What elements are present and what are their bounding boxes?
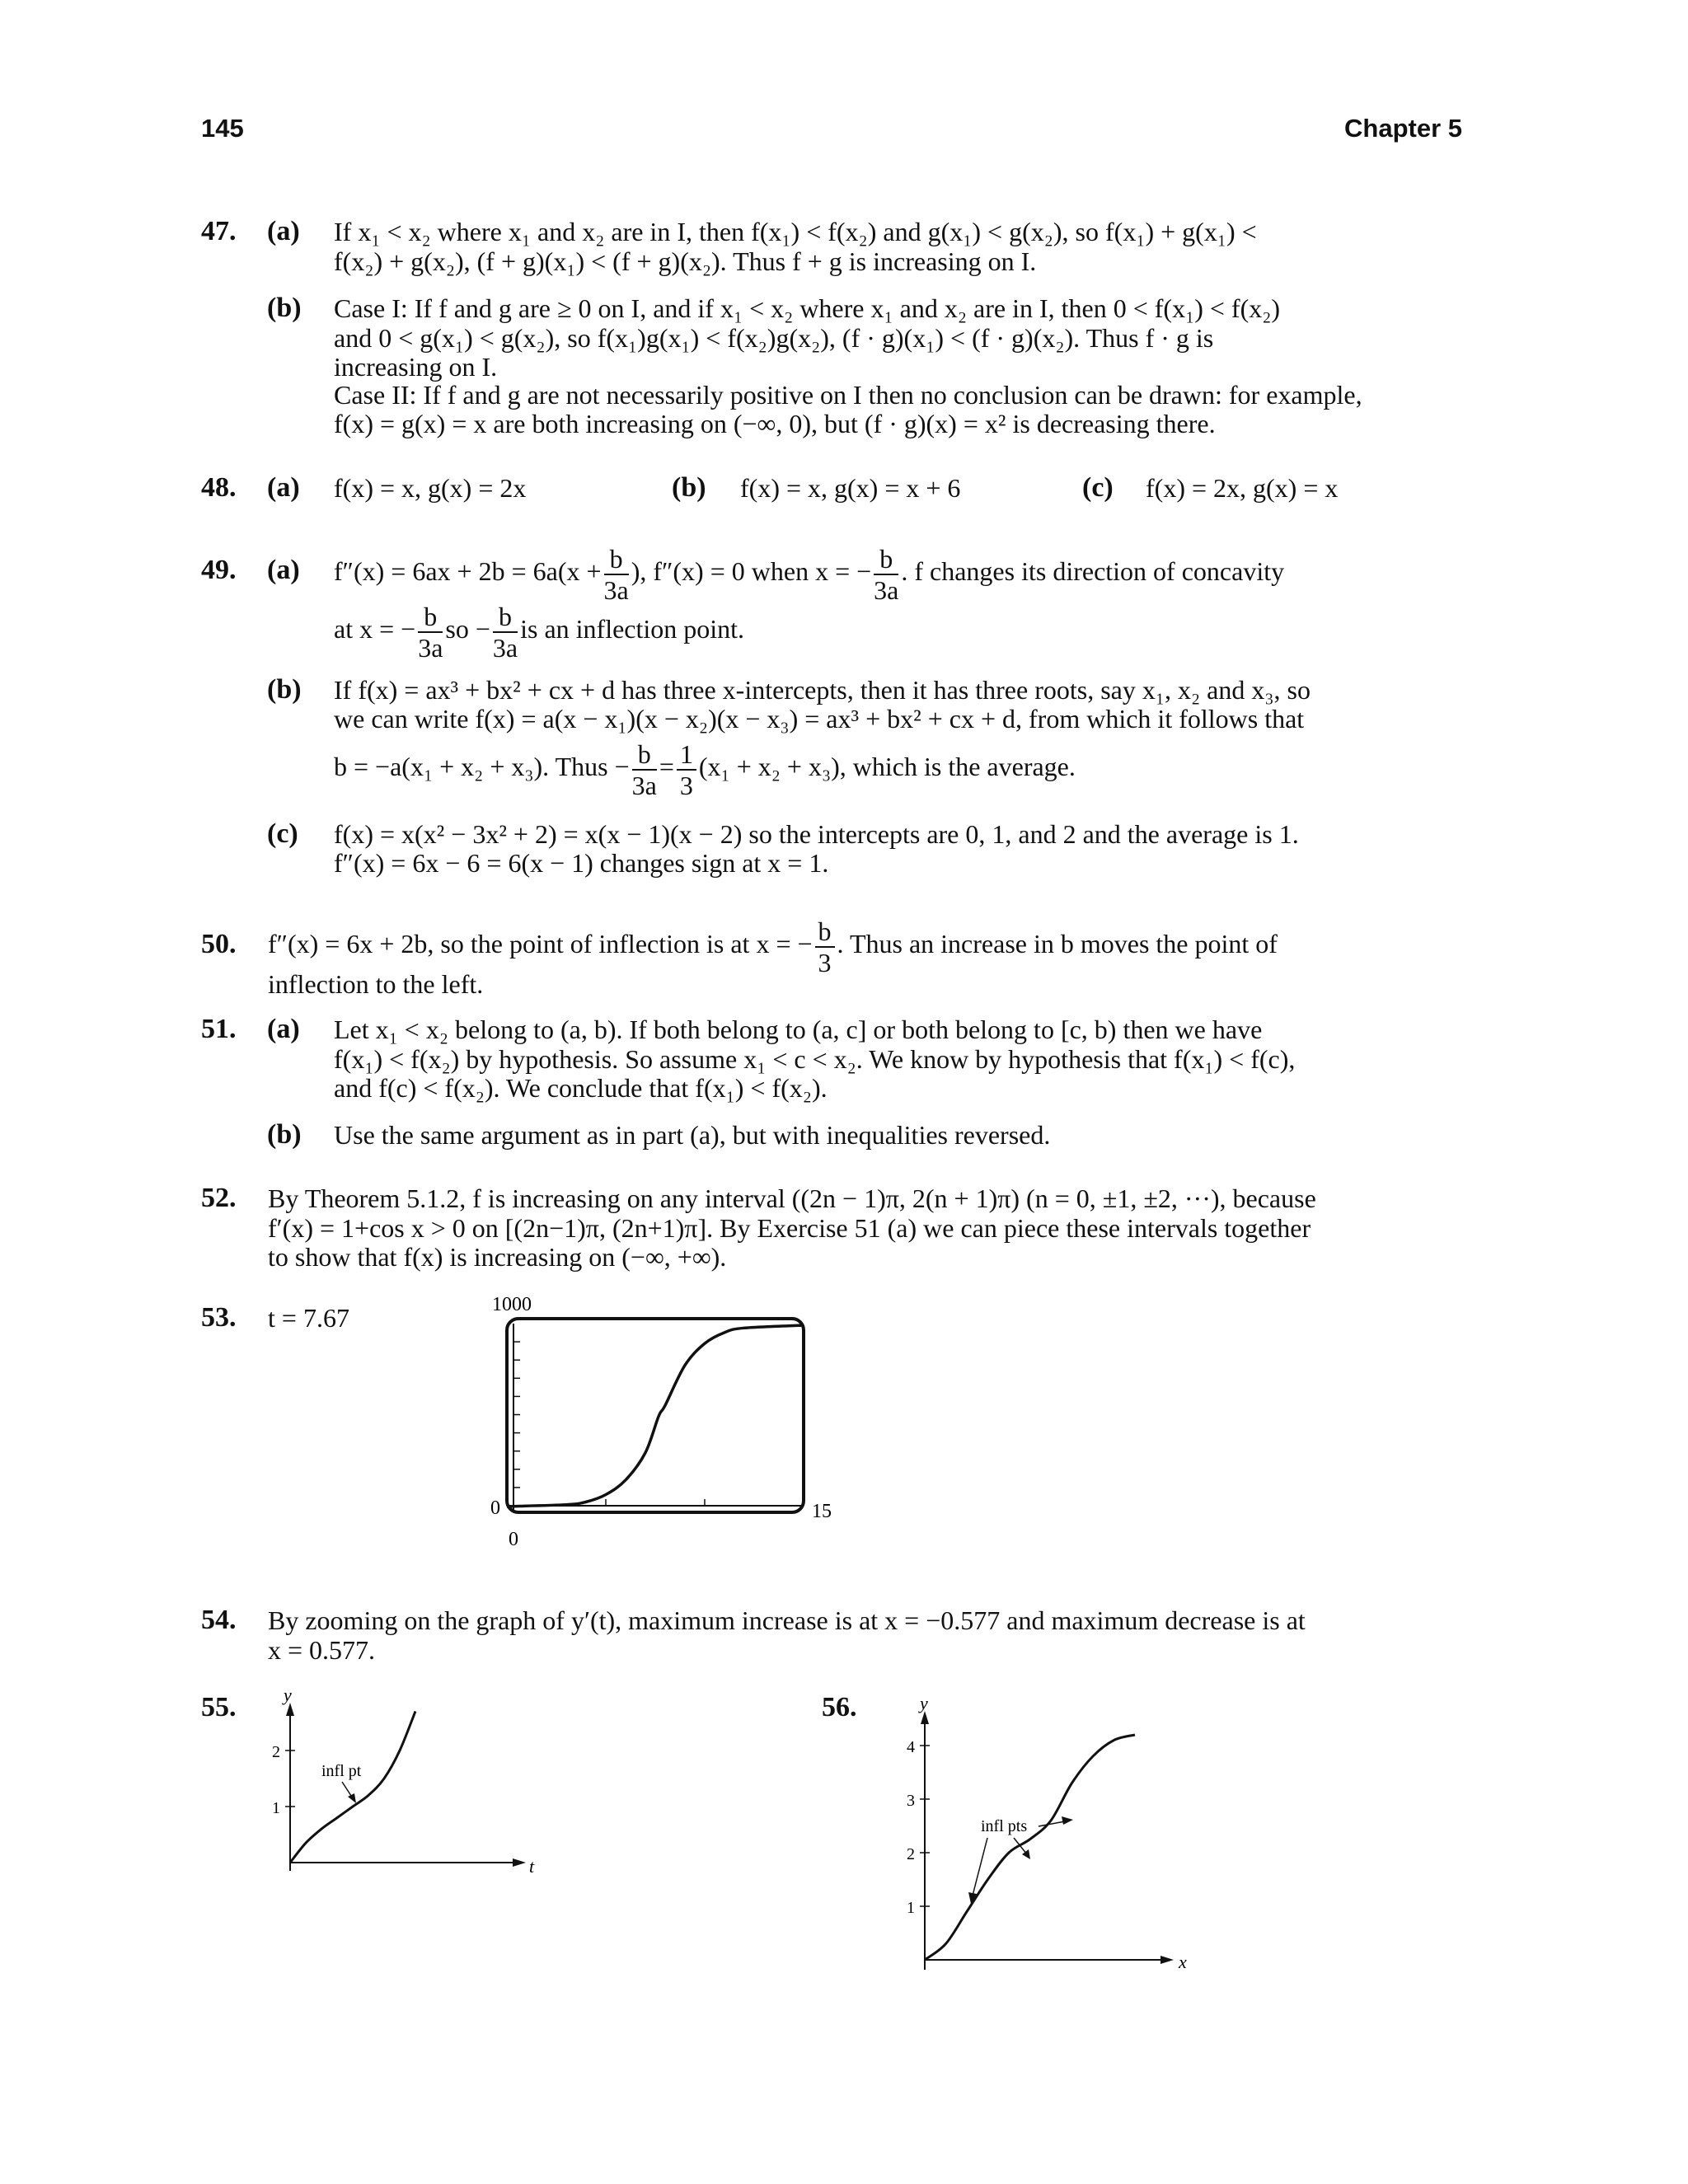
inflection-sketch-55 (264, 1685, 544, 1887)
x-axis-arrow (513, 1858, 526, 1867)
series-line (290, 1711, 415, 1863)
part-label-49b: (b) (267, 674, 302, 705)
fraction-numerator: b (815, 916, 835, 948)
problem-number-55: 55. (201, 1692, 237, 1722)
text-47b-line3: increasing on I. (334, 352, 498, 382)
text-52-line2: f′(x) = 1+cos x > 0 on [(2n−1)π, (2n+1)π]. By Exercise 51 (a) we can piece these intervals together (268, 1213, 1311, 1243)
annotation-arrow (1039, 1821, 1065, 1826)
fraction-numerator: b (874, 544, 898, 575)
annotation-arrowhead (1062, 1816, 1073, 1825)
y-tick-label: 3 (907, 1792, 915, 1810)
y-tick-label: 2 (907, 1845, 915, 1863)
y-tick-label: 4 (907, 1738, 915, 1756)
text-51a-line3: and f(c) < f(x₂). We conclude that f(x₁) < f(x₂). (334, 1073, 828, 1103)
text-54-line2: x = 0.577. (268, 1635, 376, 1665)
fraction-b-over-3a (418, 602, 443, 663)
fraction-numerator: b (493, 602, 518, 633)
text-49c-line1: f(x) = x(x² − 3x² + 2) = x(x − 1)(x − 2) so the intercepts are 0, 1, and 2 and the average is 1. (334, 819, 1299, 849)
y-tick-label: 1 (907, 1899, 915, 1917)
text-53: t = 7.67 (268, 1303, 349, 1333)
text-52-line1: By Theorem 5.1.2, f is increasing on any interval ((2n − 1)π, 2(n + 1)π) (n = 0, ±1, ±2, ···), because (268, 1183, 1316, 1213)
annotation-arrow (1014, 1838, 1027, 1854)
text-49a-line2-seg2: so − (445, 614, 490, 644)
text-47b-line1: Case I: If f and g are ≥ 0 on I, and if x₁ < x₂ where x₁ and x₂ are in I, then 0 < f(x₁) < f(x₂) (334, 293, 1281, 323)
fraction-numerator: b (604, 544, 629, 575)
text-49a-seg1: f″(x) = 6ax + 2b = 6a(x + (334, 556, 602, 586)
fraction-numerator: b (418, 602, 443, 633)
part-label-47b: (b) (267, 293, 302, 323)
part-label-51b: (b) (267, 1119, 302, 1150)
logistic-curve-chart (462, 1294, 857, 1574)
text-54-line1: By zooming on the graph of y′(t), maximum increase is at x = −0.577 and maximum decrease is at (268, 1605, 1306, 1635)
annotation-label: infl pt (321, 1762, 362, 1780)
series-line (507, 1325, 804, 1507)
text-49b-line3-seg2: = (659, 752, 674, 781)
annotation-label: infl pts (981, 1817, 1028, 1835)
text-49b-line3-seg3: (x₁ + x₂ + x₃), which is the average. (698, 752, 1076, 781)
text-49a-line2-seg3: is an inflection point. (520, 614, 745, 644)
problem-number-52: 52. (201, 1183, 237, 1213)
annotation-arrow (973, 1838, 987, 1896)
chapter-title: Chapter 5 (1344, 114, 1462, 143)
fraction-denominator: 3a (874, 574, 899, 605)
text-47b-line4: Case II: If f and g are not necessarily positive on I then no conclusion can be drawn: for example, (334, 380, 1362, 410)
text-50-seg2: . Thus an increase in b moves the point of (837, 929, 1278, 958)
problem-number-47: 47. (201, 216, 237, 246)
fraction-1-over-3 (677, 739, 696, 800)
text-49b-line3 (334, 733, 1463, 800)
y-max-label: 1000 (492, 1294, 532, 1315)
text-49a-seg2: ), f″(x) = 0 when x = − (631, 556, 872, 586)
text-49b-line1: If f(x) = ax³ + bx² + cx + d has three x-intercepts, then it has three roots, say x₁, x₂ and x₃, so (334, 675, 1311, 705)
text-50-line1 (268, 911, 1463, 977)
fraction-numerator: 1 (677, 739, 696, 771)
part-label-47a: (a) (267, 216, 300, 246)
fraction-numerator: b (632, 739, 657, 771)
fraction-b-over-3a (632, 739, 657, 800)
problem-number-49: 49. (201, 555, 237, 585)
text-48b: f(x) = x, g(x) = x + 6 (740, 473, 961, 503)
part-label-49a: (a) (267, 555, 300, 585)
y-axis-label: y (284, 1685, 292, 1705)
part-label-48c: (c) (1082, 472, 1114, 503)
y-tick-label: 2 (272, 1743, 280, 1761)
text-52-line3: to show that f(x) is increasing on (−∞, +∞). (268, 1242, 727, 1272)
fraction-denominator: 3a (418, 632, 443, 663)
problem-number-50: 50. (201, 929, 237, 959)
problem-number-54: 54. (201, 1605, 237, 1635)
text-51a-line2: f(x₁) < f(x₂) by hypothesis. So assume x₁ < c < x₂. We know by hypothesis that f(x₁) < f(c), (334, 1044, 1296, 1074)
x-min-label: 0 (509, 1529, 518, 1550)
series-line (925, 1735, 1135, 1960)
text-49b-line2: we can write f(x) = a(x − x₁)(x − x₂)(x − x₃) = ax³ + bx² + cx + d, from which it follows that (334, 704, 1305, 733)
inflection-sketch-56 (890, 1693, 1203, 1978)
text-47b-line2: and 0 < g(x₁) < g(x₂), so f(x₁)g(x₁) < f(x₂)g(x₂), (f · g)(x₁) < (f · g)(x₂). Thus f · g is (334, 323, 1214, 353)
problem-number-51: 51. (201, 1014, 237, 1044)
text-48c: f(x) = 2x, g(x) = x (1146, 473, 1339, 503)
problem-number-48: 48. (201, 472, 237, 503)
fraction-denominator: 3a (603, 574, 629, 605)
page-number: 145 (201, 114, 244, 143)
text-49a-seg3: . f changes its direction of concavity (901, 556, 1285, 586)
x-axis-arrow (1160, 1956, 1174, 1964)
x-axis-label: t (529, 1856, 535, 1877)
text-47b-line5: f(x) = g(x) = x are both increasing on (−∞, 0), but (f · g)(x) = x² is decreasing there. (334, 409, 1216, 438)
y-min-label: 0 (490, 1497, 500, 1519)
annotation-arrowhead (348, 1793, 356, 1803)
y-tick-label: 1 (272, 1799, 280, 1817)
part-label-51a: (a) (267, 1014, 300, 1044)
text-49a-line2-seg1: at x = − (334, 614, 416, 644)
text-48a: f(x) = x, g(x) = 2x (334, 473, 527, 503)
text-47a-line2: f(x₂) + g(x₂), (f + g)(x₁) < (f + g)(x₂). Thus f + g is increasing on I. (334, 246, 1037, 276)
text-51a-line1: Let x₁ < x₂ belong to (a, b). If both belong to (a, c] or both belong to [c, b) then we have (334, 1015, 1263, 1044)
x-max-label: 15 (812, 1501, 832, 1522)
part-label-49c: (c) (267, 818, 298, 849)
x-axis-label: x (1179, 1952, 1187, 1972)
text-50-line2: inflection to the left. (268, 969, 484, 999)
fraction-denominator: 3 (679, 770, 693, 800)
text-50-seg1: f″(x) = 6x + 2b, so the point of inflection is at x = − (268, 929, 813, 958)
text-47a-line1: If x₁ < x₂ where x₁ and x₂ are in I, then f(x₁) < f(x₂) and g(x₁) < g(x₂), so f(x₁) + g(x₁) < (334, 217, 1257, 246)
part-label-48a: (a) (267, 472, 300, 503)
fraction-denominator: 3 (818, 947, 832, 977)
annotation-arrowhead (1022, 1849, 1030, 1859)
fraction-denominator: 3a (631, 770, 657, 800)
problem-number-56: 56. (822, 1692, 857, 1722)
text-49a-line2 (334, 596, 1463, 663)
fraction-denominator: 3a (492, 632, 518, 663)
text-49c-line2: f″(x) = 6x − 6 = 6(x − 1) changes sign at x = 1. (334, 848, 829, 878)
text-51b-line1: Use the same argument as in part (a), but with inequalities reversed. (334, 1120, 1051, 1150)
text-49b-line3-seg1: b = −a(x₁ + x₂ + x₃). Thus − (334, 752, 630, 781)
text-49a-line1 (334, 538, 1463, 605)
fraction-b-over-3a (493, 602, 518, 663)
problem-number-53: 53. (201, 1302, 237, 1333)
y-axis-label: y (920, 1693, 928, 1713)
part-label-48b: (b) (672, 472, 706, 503)
chart-frame (507, 1319, 804, 1512)
